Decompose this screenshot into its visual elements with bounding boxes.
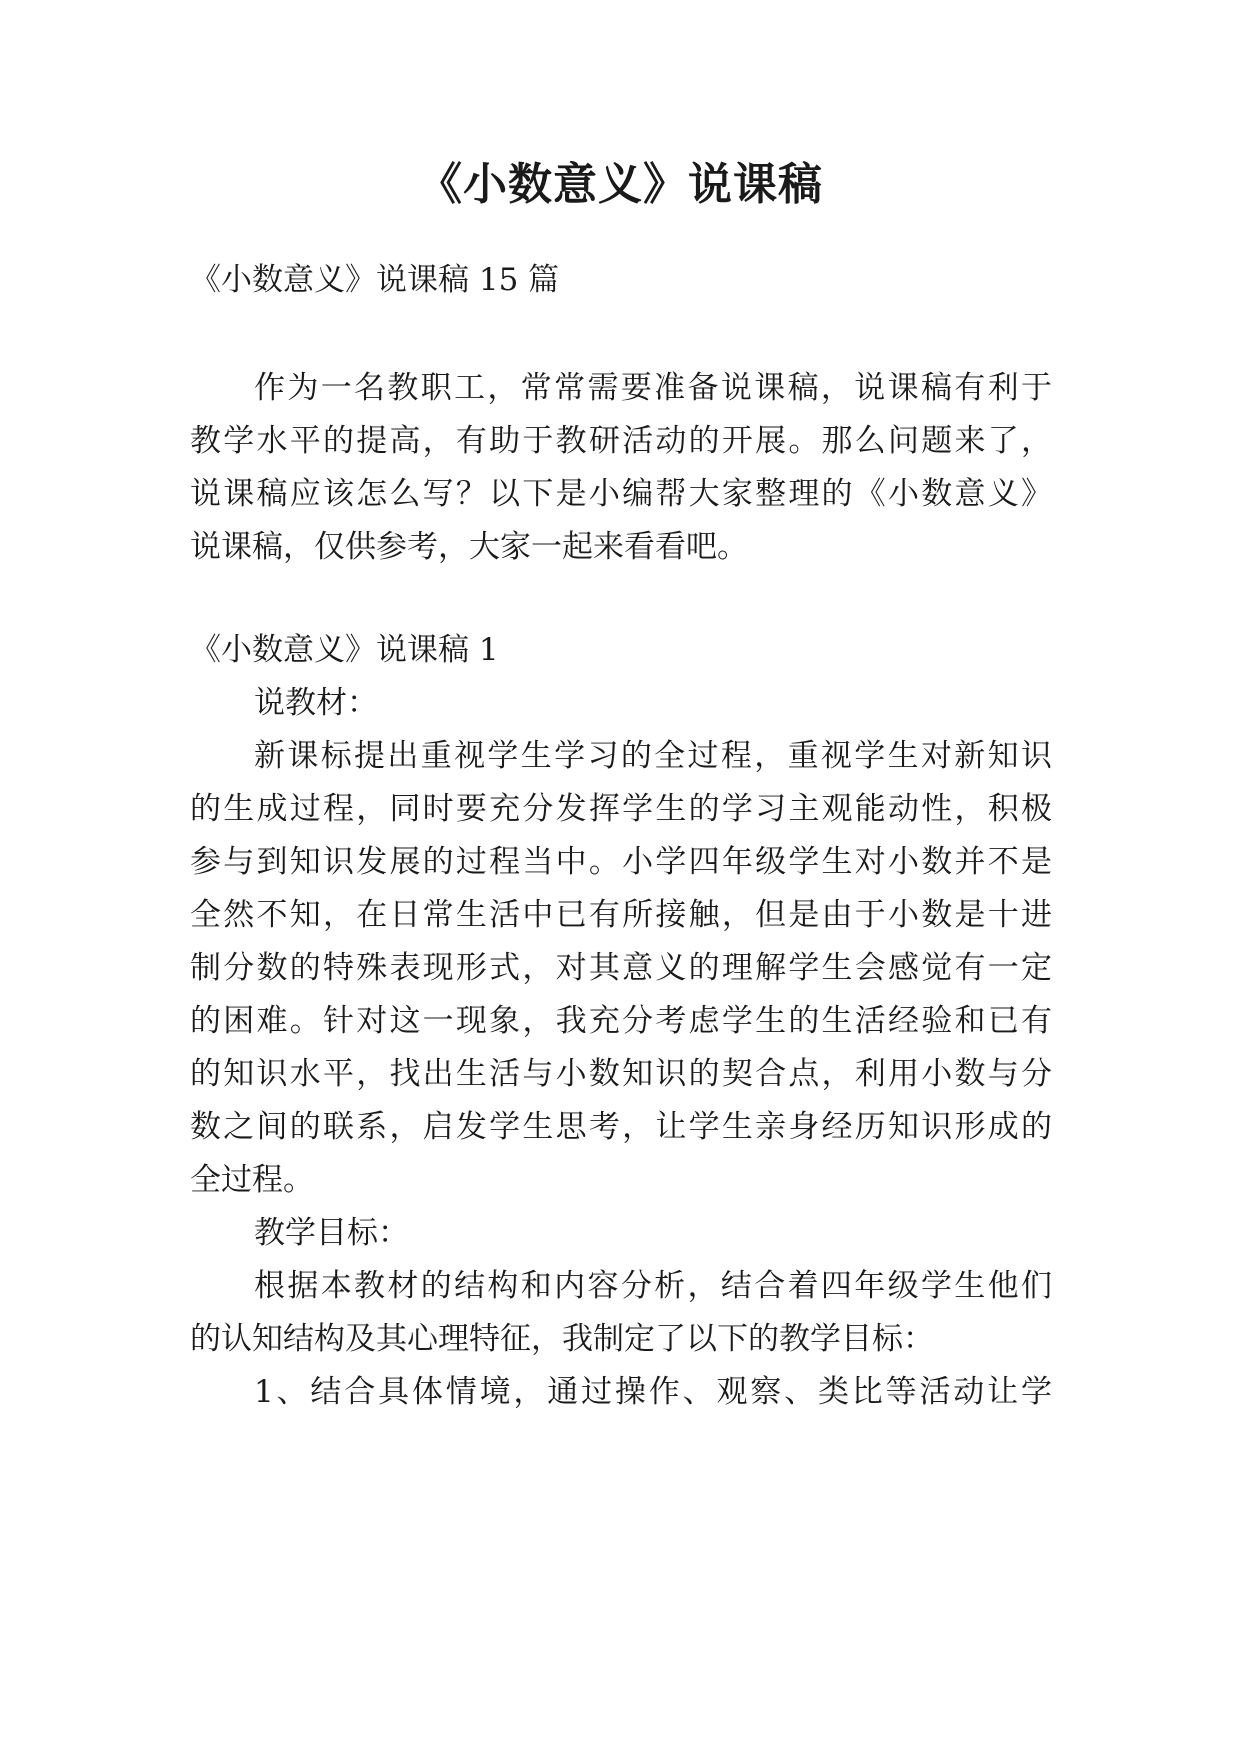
goal-item: 1、结合具体情境，通过操作、观察、类比等活动让学 (254, 1374, 1052, 1410)
goals-line: 根据本教材的结构和内容分析，结合着四年级学生他们 (254, 1268, 1052, 1304)
textbook-line: 全然不知，在日常生活中已有所接触，但是由于小数是十进 (190, 897, 1052, 933)
intro-line: 作为一名教职工，常常需要准备说课稿，说课稿有利于 (254, 370, 1052, 406)
textbook-line: 的困难。针对这一现象，我充分考虑学生的生活经验和已有 (190, 1003, 1052, 1039)
document-title: 《小数意义》说课稿 (418, 159, 823, 210)
textbook-line: 制分数的特殊表现形式，对其意义的理解学生会感觉有一定 (190, 950, 1052, 986)
textbook-line: 全过程。 (190, 1162, 314, 1198)
goals-heading: 教学目标： (254, 1215, 409, 1251)
textbook-line: 新课标提出重视学生学习的全过程，重视学生对新知识 (254, 738, 1052, 774)
textbook-heading: 说教材： (254, 685, 378, 721)
textbook-line: 参与到知识发展的过程当中。小学四年级学生对小数并不是 (190, 844, 1052, 880)
textbook-line: 的知识水平，找出生活与小数知识的契合点，利用小数与分 (190, 1056, 1052, 1092)
document-subtitle: 《小数意义》说课稿 15 篇 (190, 262, 560, 298)
intro-line: 说课稿应该怎么写？以下是小编帮大家整理的《小数意义》 (190, 476, 1052, 512)
intro-line: 教学水平的提高，有助于教研活动的开展。那么问题来了， (190, 423, 1052, 459)
section-heading: 《小数意义》说课稿 1 (190, 632, 499, 668)
goals-line: 的认知结构及其心理特征，我制定了以下的教学目标： (190, 1321, 934, 1357)
textbook-line: 的生成过程，同时要充分发挥学生的学习主观能动性，积极 (190, 791, 1052, 827)
intro-line: 说课稿，仅供参考，大家一起来看看吧。 (190, 529, 748, 565)
textbook-line: 数之间的联系，启发学生思考，让学生亲身经历知识形成的 (190, 1109, 1052, 1145)
